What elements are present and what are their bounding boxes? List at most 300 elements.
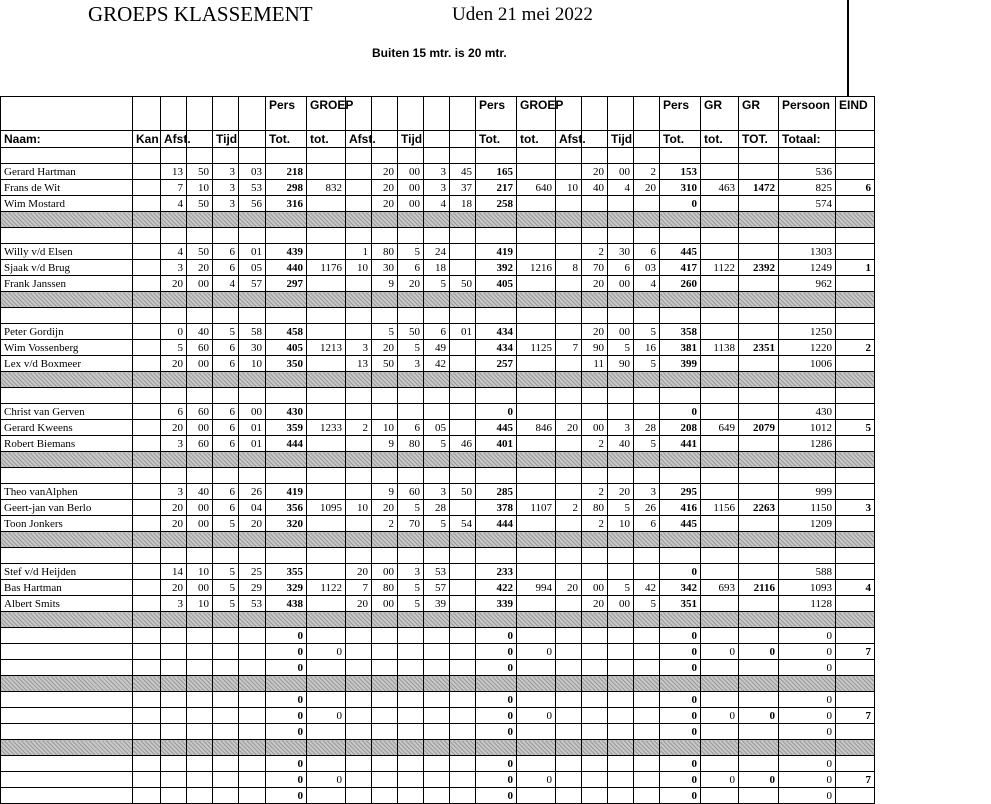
score-cell: 10 [187,596,213,612]
separator-cell [424,612,450,628]
separator-cell [398,532,424,548]
score-cell [213,772,239,788]
score-cell: 0 [739,708,779,724]
score-cell [582,660,608,676]
separator-cell [517,452,556,468]
score-cell: 13 [346,356,372,372]
score-cell: 10 [187,180,213,196]
score-cell: 2 [582,436,608,452]
score-cell: 26 [634,500,660,516]
header-cell [836,131,875,148]
separator-cell [213,372,239,388]
score-cell [836,596,875,612]
score-cell [239,644,266,660]
score-cell [608,628,634,644]
score-cell: 00 [608,164,634,180]
score-cell: 20 [239,516,266,532]
score-cell [701,516,739,532]
separator-cell [582,292,608,308]
score-cell: 7 [346,580,372,596]
score-cell: 430 [779,404,836,420]
empty-cell [556,548,582,564]
score-cell [346,180,372,196]
separator-cell [836,372,875,388]
empty-cell [476,388,517,404]
separator-cell [266,212,307,228]
score-cell: 10 [187,564,213,580]
table-row [1,436,875,452]
score-cell [739,564,779,580]
table-row [1,660,875,676]
empty-cell [582,388,608,404]
score-cell [213,692,239,708]
separator-cell [779,532,836,548]
score-cell: 1150 [779,500,836,516]
empty-cell [779,548,836,564]
separator-cell [398,212,424,228]
score-cell [372,756,398,772]
empty-cell [634,388,660,404]
header-cell [582,97,608,131]
score-cell: 10 [372,420,398,436]
empty-cell [634,548,660,564]
separator-cell [1,676,133,692]
score-cell: 6 [213,260,239,276]
score-cell [634,708,660,724]
score-cell: 3 [213,180,239,196]
score-cell [133,164,161,180]
header-cell [398,97,424,131]
player-name: Geert-jan van Berlo [1,500,133,516]
table-body [1,148,875,804]
empty-cell [476,468,517,484]
table-row [1,484,875,500]
separator-cell [836,292,875,308]
score-cell [739,660,779,676]
empty-cell [582,228,608,244]
empty-cell [739,468,779,484]
separator-cell [346,740,372,756]
score-cell: 0 [266,628,307,644]
score-cell [372,772,398,788]
score-cell: 5 [634,436,660,452]
table-row [1,564,875,580]
score-cell [307,244,346,260]
separator-cell [701,372,739,388]
empty-cell [424,468,450,484]
empty-cell [133,388,161,404]
score-cell [608,772,634,788]
separator-cell [307,452,346,468]
score-cell: 6 [836,180,875,196]
separator-cell [450,740,476,756]
score-cell: 0 [660,756,701,772]
score-cell: 5 [398,340,424,356]
score-cell [307,436,346,452]
score-cell [608,708,634,724]
score-cell: 1249 [779,260,836,276]
separator-cell [213,452,239,468]
empty-cell [836,308,875,324]
score-cell [739,692,779,708]
score-cell [239,660,266,676]
score-cell: 0 [517,708,556,724]
score-cell: 444 [266,436,307,452]
empty-cell [739,148,779,164]
score-cell [517,196,556,212]
separator-cell [372,612,398,628]
score-cell [450,420,476,436]
score-cell [701,356,739,372]
score-cell [739,436,779,452]
score-cell: 20 [582,164,608,180]
table-row [1,340,875,356]
score-cell: 2 [582,484,608,500]
empty-cell [779,148,836,164]
score-cell [307,276,346,292]
score-cell [701,484,739,500]
score-cell [398,404,424,420]
score-cell: 2 [372,516,398,532]
score-cell: 00 [582,580,608,596]
score-cell: 0 [307,772,346,788]
empty-cell [450,468,476,484]
player-name: Lex v/d Boxmeer [1,356,133,372]
score-cell: 18 [450,196,476,212]
empty-cell [701,228,739,244]
score-cell [556,660,582,676]
score-cell [424,644,450,660]
separator-cell [660,740,701,756]
empty-cell [634,468,660,484]
score-cell: 217 [476,180,517,196]
empty-cell [634,148,660,164]
score-cell: 329 [266,580,307,596]
score-cell [450,756,476,772]
empty-cell [266,468,307,484]
header-cell: Persoon [779,97,836,131]
score-cell: 18 [424,260,450,276]
table-row [1,244,875,260]
score-cell: 260 [660,276,701,292]
separator-cell [372,532,398,548]
score-cell [517,516,556,532]
score-cell [372,644,398,660]
score-cell [517,788,556,804]
score-cell: 6 [213,500,239,516]
separator-cell [582,612,608,628]
separator-cell [476,676,517,692]
score-cell: 80 [398,436,424,452]
score-cell [517,484,556,500]
header-cell [634,131,660,148]
empty-cell [556,148,582,164]
score-cell [161,708,187,724]
score-cell: 0 [476,644,517,660]
separator-cell [556,372,582,388]
separator-cell [346,676,372,692]
separator-cell [608,740,634,756]
score-cell [133,596,161,612]
separator-cell [450,292,476,308]
score-cell: 0 [779,788,836,804]
score-cell: 649 [701,420,739,436]
score-cell [133,660,161,676]
score-cell: 9 [372,484,398,500]
score-cell: 350 [266,356,307,372]
score-cell: 40 [187,324,213,340]
score-cell: 01 [239,244,266,260]
score-cell [450,772,476,788]
score-cell [133,772,161,788]
empty-cell [133,548,161,564]
score-cell [634,692,660,708]
score-cell: 438 [266,596,307,612]
score-cell: 29 [239,580,266,596]
score-cell: 430 [266,404,307,420]
player-name: Frans de Wit [1,180,133,196]
score-cell: 46 [450,436,476,452]
score-cell: 00 [187,356,213,372]
separator-cell [1,292,133,308]
score-cell [556,772,582,788]
empty-cell [346,148,372,164]
score-cell: 30 [608,244,634,260]
player-name [1,660,133,676]
score-cell: 20 [161,516,187,532]
score-cell: 10 [346,260,372,276]
score-cell: 39 [424,596,450,612]
score-cell: 0 [701,772,739,788]
score-cell: 1 [836,260,875,276]
separator-cell [161,532,187,548]
score-cell [307,724,346,740]
score-cell: 1472 [739,180,779,196]
score-cell: 1176 [307,260,346,276]
empty-cell [187,228,213,244]
empty-cell [660,388,701,404]
header-cell: Pers [476,97,517,131]
separator-cell [424,532,450,548]
empty-cell [372,468,398,484]
score-cell [739,404,779,420]
separator-cell [556,612,582,628]
score-cell [133,724,161,740]
score-cell [739,276,779,292]
score-cell [239,788,266,804]
separator-cell [660,612,701,628]
score-cell [187,756,213,772]
score-cell: 42 [424,356,450,372]
score-cell: 20 [582,324,608,340]
score-table [0,96,875,804]
score-cell: 20 [634,180,660,196]
separator-cell [213,532,239,548]
score-cell: 445 [476,420,517,436]
separator-cell [307,612,346,628]
score-cell: 0 [266,708,307,724]
empty-cell [582,548,608,564]
score-cell [307,404,346,420]
empty-cell [161,308,187,324]
table-row [1,628,875,644]
score-cell: 5 [398,244,424,260]
score-cell [634,724,660,740]
header-cell: Kan [133,131,161,148]
score-cell [556,756,582,772]
score-cell [398,660,424,676]
score-cell [133,516,161,532]
score-cell: 417 [660,260,701,276]
score-cell: 5 [608,580,634,596]
score-cell [398,756,424,772]
separator-cell [398,740,424,756]
score-cell: 2079 [739,420,779,436]
table-row [1,596,875,612]
header-cell: GROEP [517,97,556,131]
separator-cell [450,676,476,692]
empty-cell [266,148,307,164]
score-cell: 0 [660,404,701,420]
score-cell [133,500,161,516]
score-cell [739,756,779,772]
score-cell [556,708,582,724]
score-cell [213,660,239,676]
score-cell [608,756,634,772]
separator-cell [476,372,517,388]
score-cell: 10 [239,356,266,372]
score-cell [346,788,372,804]
score-cell: 1250 [779,324,836,340]
separator-cell [517,372,556,388]
empty-cell [239,228,266,244]
header-cell: GROEP [307,97,346,131]
score-cell [346,436,372,452]
separator-cell [346,372,372,388]
score-cell: 320 [266,516,307,532]
score-cell: 6 [213,484,239,500]
separator-cell [266,532,307,548]
empty-cell [133,228,161,244]
empty-cell [582,308,608,324]
score-cell: 2 [556,500,582,516]
separator-cell [372,212,398,228]
separator-cell [836,612,875,628]
empty-cell [634,228,660,244]
header-cell [634,97,660,131]
score-cell: 20 [346,564,372,580]
empty-cell [187,388,213,404]
separator-cell [1,372,133,388]
header-cell: Naam: [1,131,133,148]
group-separator [1,212,875,228]
score-cell: 1128 [779,596,836,612]
separator-cell [187,740,213,756]
header-row-top [1,97,875,131]
separator-cell [701,612,739,628]
separator-cell [133,676,161,692]
empty-cell [161,148,187,164]
empty-cell [398,308,424,324]
score-cell [133,404,161,420]
score-cell [450,692,476,708]
separator-cell [634,676,660,692]
score-cell: 419 [476,244,517,260]
score-cell: 0 [517,644,556,660]
score-cell: 50 [398,324,424,340]
separator-cell [133,740,161,756]
separator-cell [634,372,660,388]
separator-cell [701,452,739,468]
empty-cell [836,468,875,484]
score-cell: 00 [187,500,213,516]
empty-cell [517,308,556,324]
empty-cell [739,228,779,244]
score-cell: 42 [634,580,660,596]
separator-cell [239,452,266,468]
header-cell: Pers [266,97,307,131]
score-cell: 285 [476,484,517,500]
score-cell: 0 [307,644,346,660]
empty-cell [213,388,239,404]
header-cell [187,97,213,131]
score-cell: 405 [266,340,307,356]
score-cell [582,196,608,212]
score-cell: 0 [476,788,517,804]
score-cell [187,660,213,676]
separator-cell [161,612,187,628]
header-cell: Tot. [266,131,307,148]
score-cell [517,660,556,676]
score-cell: 56 [239,196,266,212]
score-cell: 1 [346,244,372,260]
score-cell: 53 [239,180,266,196]
score-cell: 3 [398,564,424,580]
separator-cell [608,612,634,628]
empty-cell [187,148,213,164]
score-cell: 5 [424,276,450,292]
separator-cell [307,292,346,308]
score-cell: 0 [779,628,836,644]
empty-cell [346,308,372,324]
empty-cell [556,228,582,244]
score-cell [836,436,875,452]
score-cell [133,324,161,340]
separator-cell [582,212,608,228]
score-cell [187,692,213,708]
score-cell [836,692,875,708]
score-cell [739,596,779,612]
separator-cell [450,212,476,228]
separator-cell [398,452,424,468]
score-cell: 0 [779,708,836,724]
empty-cell [161,548,187,564]
score-cell [307,516,346,532]
separator-cell [307,676,346,692]
score-cell: 0 [779,756,836,772]
player-name [1,644,133,660]
score-cell [346,692,372,708]
group-separator [1,532,875,548]
score-cell: 16 [634,340,660,356]
separator-cell [307,740,346,756]
empty-cell [266,308,307,324]
header-cell: Afst. [346,131,372,148]
empty-cell [556,308,582,324]
score-cell: 6 [634,244,660,260]
score-cell [608,788,634,804]
score-cell [239,772,266,788]
